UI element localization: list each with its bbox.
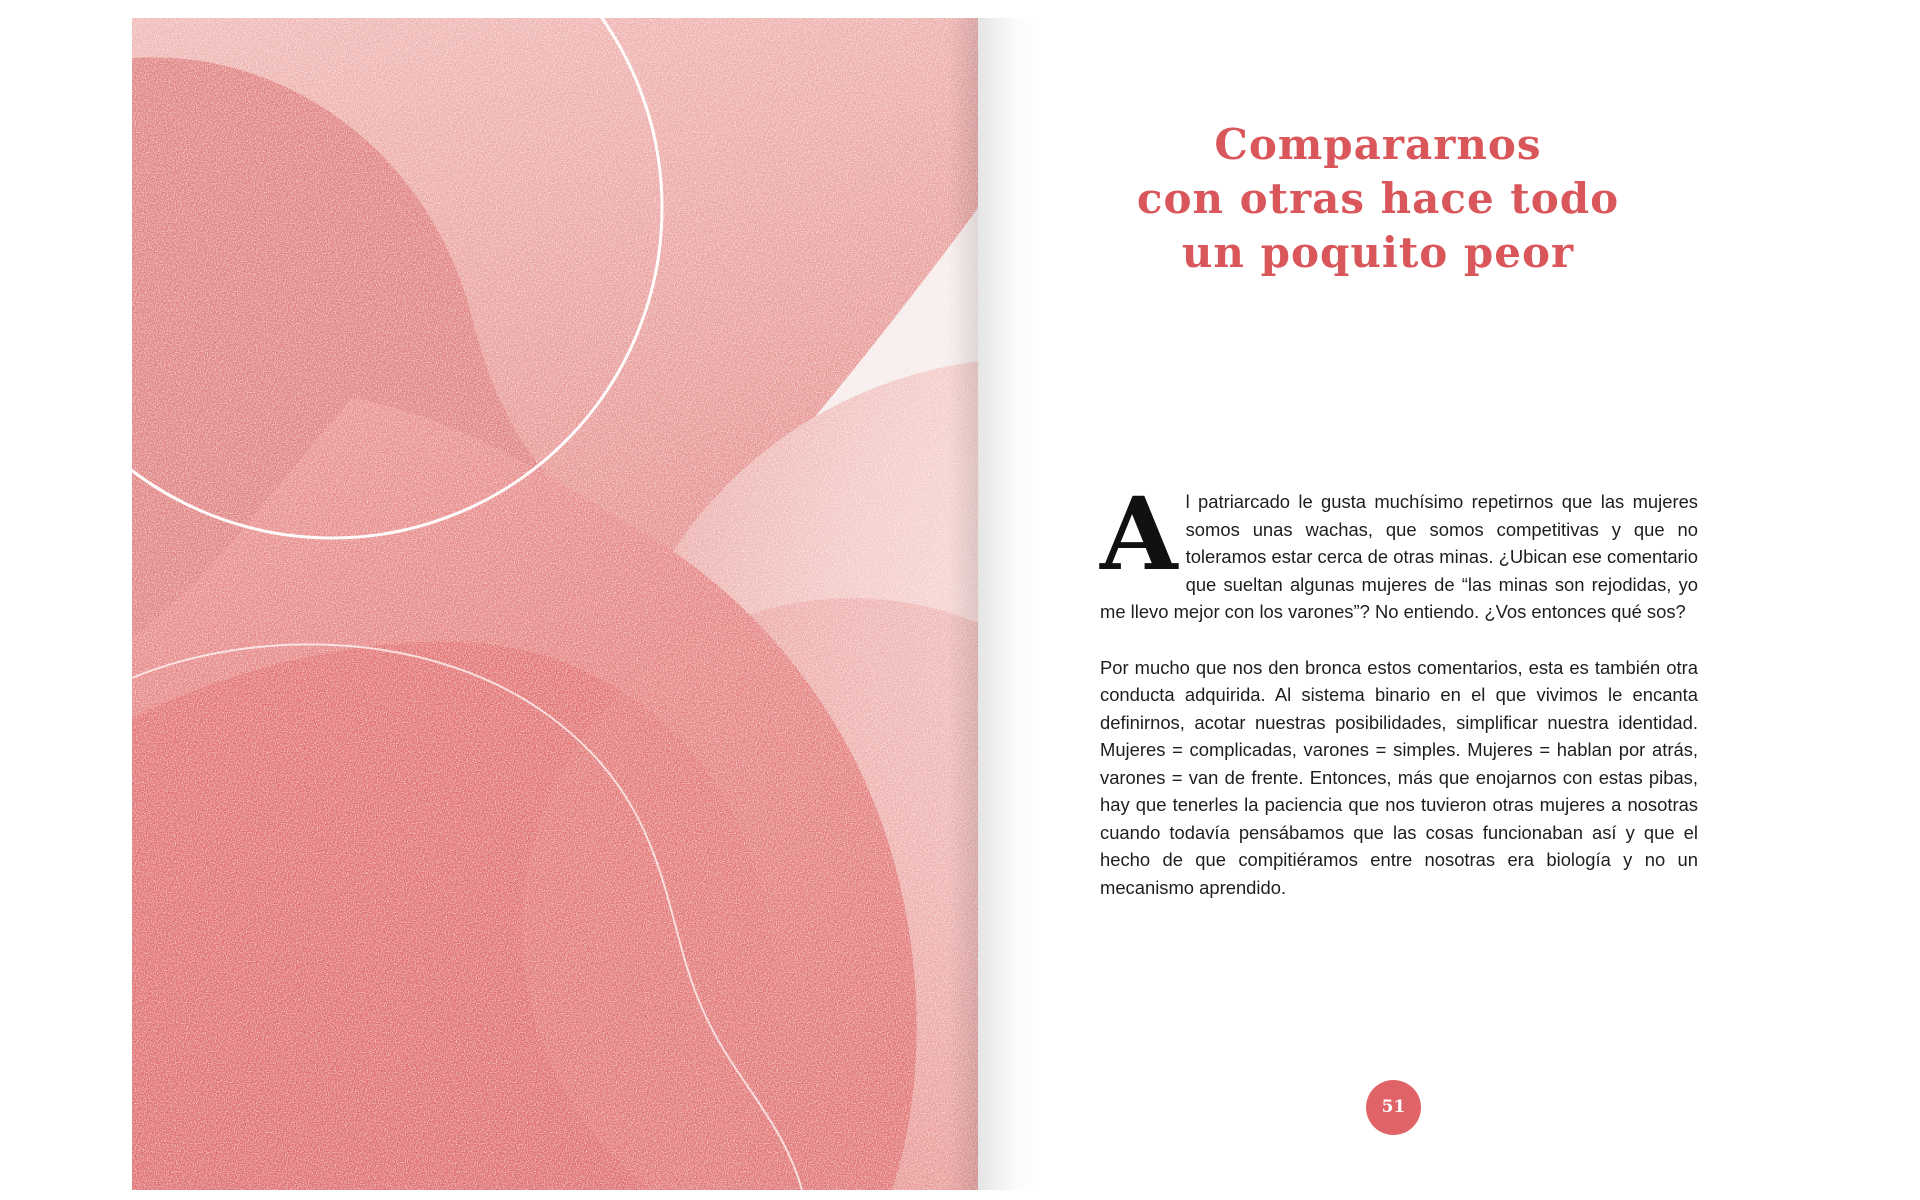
- chapter-title-line: Compararnos: [1214, 120, 1542, 169]
- page-shadow: [978, 18, 1038, 1190]
- chapter-title-line: un poquito peor: [1181, 228, 1575, 277]
- chapter-title-line: con otras hace todo: [1136, 174, 1620, 223]
- drop-cap: A: [1100, 475, 1178, 593]
- abstract-pink-blob-illustration: [132, 18, 978, 1190]
- page-number-badge: 51: [1366, 1080, 1421, 1135]
- chapter-title: [1108, 118, 1648, 280]
- illustration-page: [132, 18, 978, 1190]
- body-text: [1100, 475, 1698, 929]
- paragraph: [1100, 475, 1698, 626]
- paragraph: Por mucho que nos den bronca estos comentarios, esta es también otra conducta adquirida. Al sistema binario en el que vivimos le encanta definirnos, acotar nuestras posibilidades, simplificar nuestra identidad. Mujeres = complicadas, varones = simples. Mujeres = hablan por atrás, varones = van de frente. Entonces, más que enojarnos con estas pibas, hay que tenerles la paciencia que nos tuvieron otras mujeres a nosotras cuando todavía pensábamos que las cosas funcionaban así y que el hecho de que compitiéramos entre nosotras era biología y no un mecanismo aprendido.: [1100, 656, 1698, 898]
- gutter-shadow: [948, 18, 978, 1190]
- paragraph-text: l patriarcado le gusta muchísimo repetirnos que las mujeres somos unas wachas, que somos competitivas y que no toleramos estar cerca de otras minas. ¿Ubican ese comentario que sueltan algunas mujeres de “las minas son rejodidas, yo me llevo mejor con los varones”? No entiendo. ¿Vos entonces qué sos?: [1100, 491, 1698, 622]
- text-page: [978, 18, 1818, 1190]
